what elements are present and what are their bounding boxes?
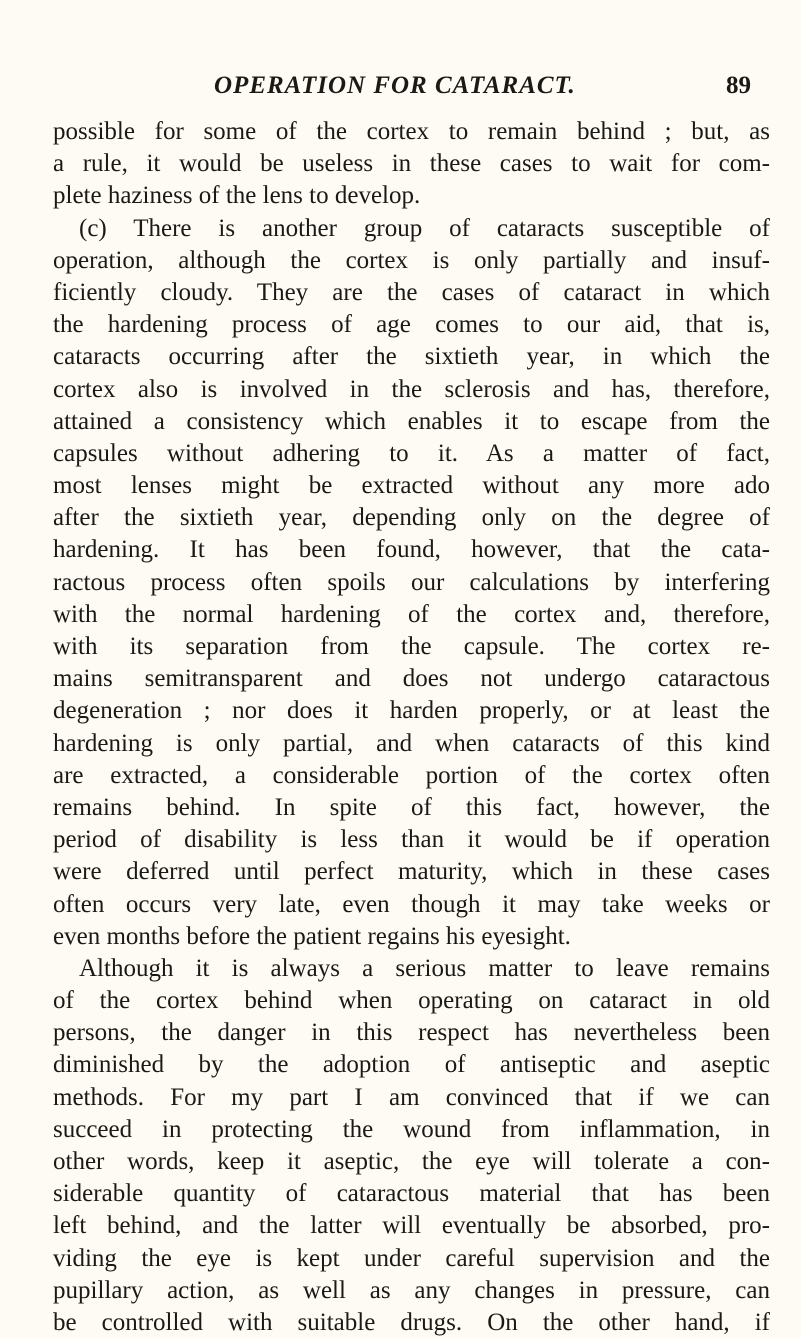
text-line: degeneration ; nor does it harden properly, or at least the <box>53 697 770 725</box>
text-line: plete haziness of the lens to develop. <box>53 182 421 210</box>
text-line: cortex also is involved in the sclerosis and has, therefore, <box>53 375 770 403</box>
text-line: siderable quantity of cataractous material that has been <box>53 1180 770 1208</box>
text-line: are extracted, a considerable portion of the cortex often <box>53 761 770 789</box>
text-line: left behind, and the latter will eventually be absorbed, pro- <box>53 1212 770 1240</box>
text-line: even months before the patient regains his eyesight. <box>53 922 571 950</box>
text-line: viding the eye is kept under careful supervision and the <box>53 1244 770 1272</box>
text-line: ficiently cloudy. They are the cases of cataract in which <box>53 278 770 306</box>
text-line: operation, although the cortex is only partially and insuf- <box>53 246 770 274</box>
text-line: possible for some of the cortex to remain behind ; but, as <box>53 118 770 145</box>
text-line: cataracts occurring after the sixtieth year, in which the <box>53 343 770 371</box>
text-line: capsules without adhering to it. As a matter of fact, <box>53 439 770 467</box>
text-line: succeed in protecting the wound from inflammation, in <box>53 1115 770 1143</box>
text-line: often occurs very late, even though it may take weeks or <box>53 890 770 918</box>
text-line: other words, keep it aseptic, the eye will tolerate a con- <box>53 1148 770 1175</box>
page-number: 89 <box>726 72 751 99</box>
text-line: hardening. It has been found, however, that the cata- <box>53 536 770 564</box>
text-line: period of disability is less than it would be if operation <box>53 826 770 854</box>
text-line: Although it is always a serious matter to leave remains <box>79 954 770 982</box>
text-line: hardening is only partial, and when cataracts of this kind <box>53 729 770 757</box>
text-line: were deferred until perfect maturity, which in these cases <box>53 858 770 886</box>
text-line: diminished by the adoption of antiseptic and aseptic <box>53 1051 770 1079</box>
text-line: attained a consistency which enables it to escape from the <box>53 407 770 435</box>
text-line: remains behind. In spite of this fact, however, the <box>53 793 770 821</box>
text-line: with its separation from the capsule. The cortex re- <box>53 633 770 660</box>
text-line: a rule, it would be useless in these cases to wait for com- <box>53 150 770 178</box>
text-line: methods. For my part I am convinced that if we can <box>53 1083 770 1111</box>
text-line: of the cortex behind when operating on cataract in old <box>53 987 770 1015</box>
running-title: OPERATION FOR CATARACT. <box>214 72 576 99</box>
text-line: (c) There is another group of cataracts susceptible of <box>79 214 770 242</box>
text-line: after the sixtieth year, depending only on the degree of <box>53 504 770 532</box>
text-line: be controlled with suitable drugs. On the other hand, if <box>53 1308 770 1336</box>
body-text <box>53 116 770 1339</box>
text-line: most lenses might be extracted without any more ado <box>53 472 770 500</box>
text-line: persons, the danger in this respect has nevertheless been <box>53 1019 770 1047</box>
text-line: the hardening process of age comes to our aid, that is, <box>53 311 770 339</box>
text-line: ractous process often spoils our calculations by interfering <box>53 568 770 596</box>
text-line: mains semitransparent and does not undergo cataractous <box>53 665 770 693</box>
text-line: pupillary action, as well as any changes in pressure, can <box>53 1276 770 1304</box>
running-head <box>0 66 801 106</box>
text-line: with the normal hardening of the cortex and, therefore, <box>53 600 770 628</box>
